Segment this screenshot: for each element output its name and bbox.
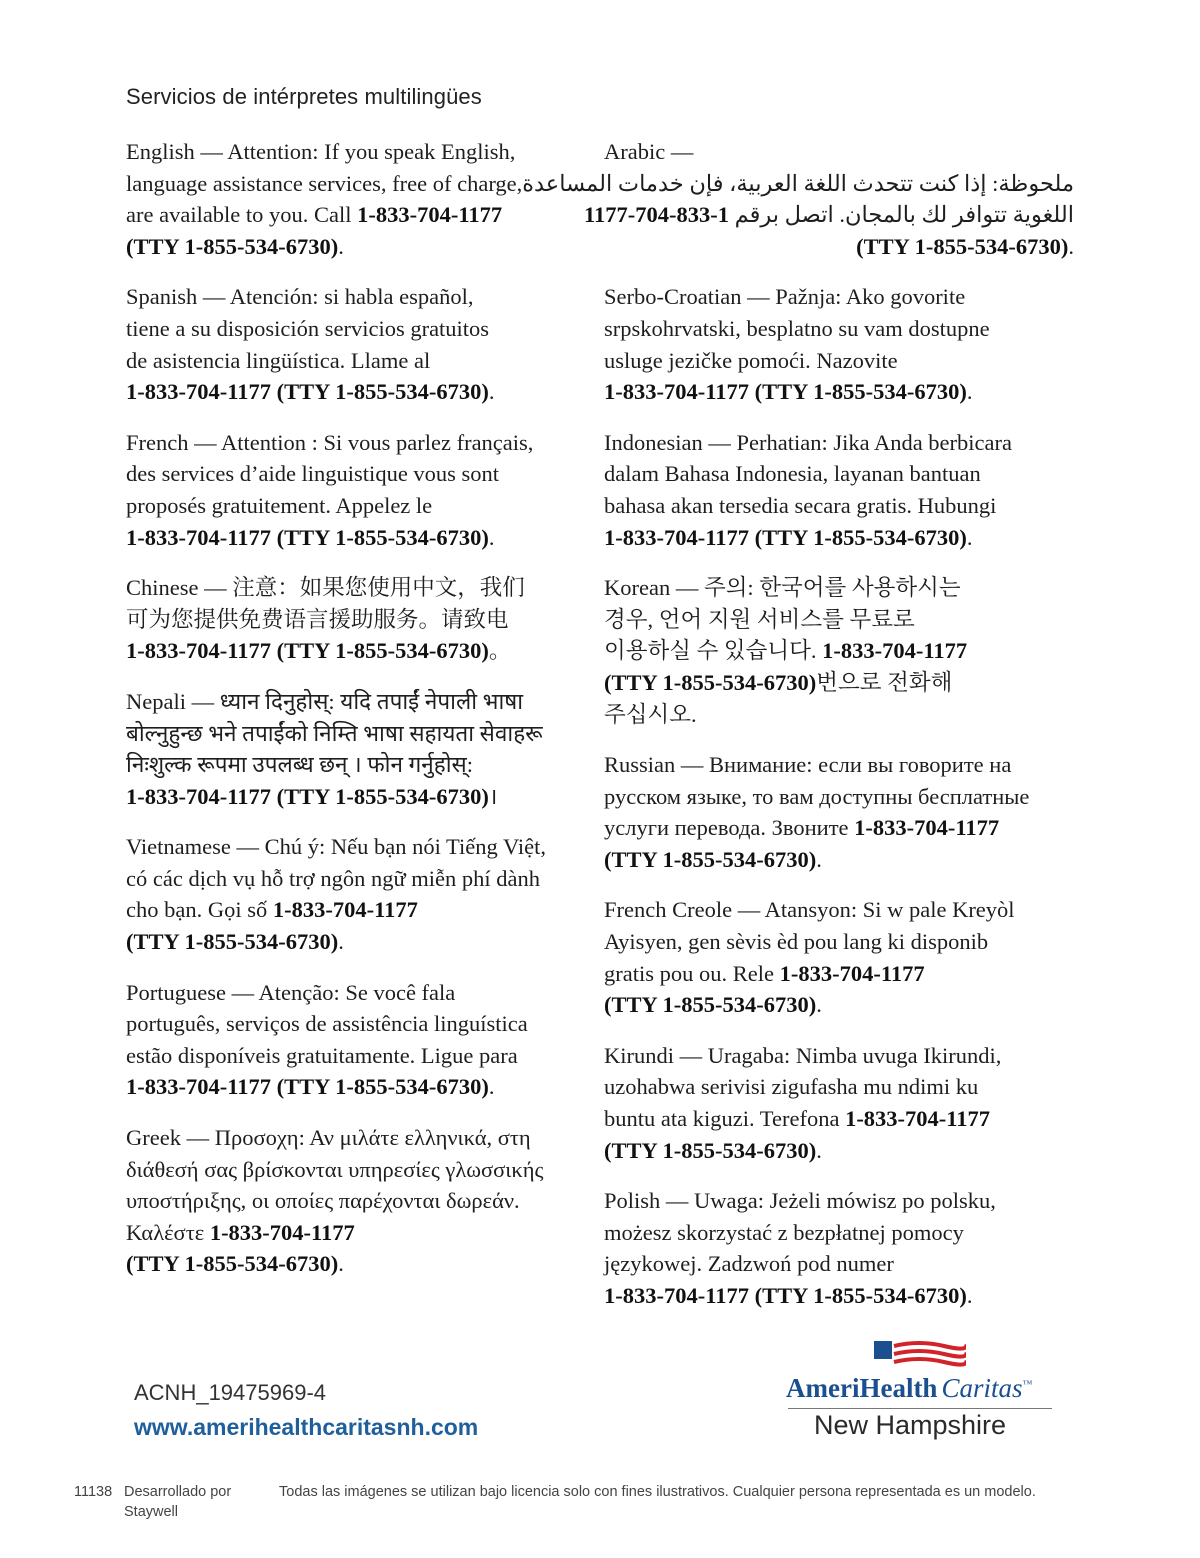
entry-line: [604, 1135, 1074, 1167]
entry-text: português, serviços de assistência linguística: [126, 1011, 528, 1037]
entry-text-suffix: .: [966, 379, 973, 405]
form-code: 11138: [74, 1484, 113, 1500]
entry-text: tiene a su disposición servicios gratuitos: [126, 315, 490, 341]
language-entry: [604, 427, 1074, 553]
entry-text: bahasa akan tersedia secara gratis. Hubungi: [604, 492, 997, 518]
entry-text: Serbo-Croatian — Pažnja: Ako govorite: [604, 284, 966, 310]
page-heading: Servicios de intérpretes multilingües: [126, 84, 482, 109]
entry-text: ملحوظة: إذا كنت تتحدث اللغة العربية، فإن خدمات المساعدة: [522, 170, 1074, 196]
language-entry: [604, 572, 1074, 730]
entry-line: [604, 136, 1074, 168]
phone-number[interactable]: (TTY 1-855-534-6730): [126, 929, 339, 955]
entry-line: [604, 844, 1074, 876]
entry-text: uzohabwa serivisi zigufasha mu ndimi ku: [604, 1074, 979, 1100]
language-entry: [604, 1185, 1074, 1311]
entry-line: [604, 781, 1074, 813]
amerihealth-caritas-logo: [786, 1338, 1066, 1448]
entry-line: [126, 1248, 588, 1280]
entry-line: [604, 1248, 1074, 1280]
entry-text-suffix: .: [488, 524, 495, 550]
entry-line: [604, 313, 1074, 345]
entry-line: [604, 490, 1074, 522]
phone-number[interactable]: (TTY 1-855-534-6730): [126, 233, 339, 259]
entry-text: French — Attention : Si vous parlez français,: [126, 429, 534, 455]
entry-text: are available to you. Call: [126, 202, 358, 228]
entry-line: [604, 926, 1074, 958]
entry-line: [583, 199, 1074, 231]
phone-number[interactable]: 1-833-704-1177 (TTY 1-855-534-6730): [126, 1074, 489, 1100]
phone-number[interactable]: 1-833-704-1177 (TTY 1-855-534-6730): [126, 783, 489, 809]
entry-line: [126, 1217, 588, 1249]
entry-text: Polish — Uwaga: Jeżeli mówisz po polsku,: [604, 1188, 996, 1214]
phone-number[interactable]: 1-833-704-1177: [209, 1219, 355, 1245]
entry-line: [604, 989, 1074, 1021]
language-entry: [126, 427, 588, 553]
entry-line: [126, 686, 588, 718]
entry-line: [604, 812, 1074, 844]
entry-line: [126, 313, 588, 345]
entry-text: language assistance services, free of charge,: [126, 170, 523, 196]
brand-name: [786, 1373, 1032, 1404]
entry-text-suffix: .: [966, 1283, 973, 1308]
entry-text: Ayisyen, gen sèvis èd pou lang ki disponib: [604, 929, 989, 955]
entry-text: Korean — 주의: 한국어를 사용하시는: [604, 575, 961, 601]
phone-number[interactable]: 1-833-704-1177: [357, 202, 503, 228]
entry-text: услуги перевода. Звоните: [604, 815, 855, 841]
entry-line: [126, 926, 588, 958]
language-entry: [126, 831, 588, 957]
entry-text: 可为您提供免费语言援助服务。请致电: [126, 606, 509, 632]
entry-line: [126, 894, 588, 926]
entry-text-suffix: .: [966, 524, 973, 550]
phone-number[interactable]: 1-833-704-1177 (TTY 1-855-534-6730): [126, 524, 489, 550]
phone-number[interactable]: (TTY 1-855-534-6730): [604, 1137, 817, 1163]
entry-line: [604, 699, 1074, 731]
phone-number[interactable]: 1-833-704-1177: [779, 960, 925, 986]
entry-text: có các dịch vụ hỗ trợ ngôn ngữ miễn phí dành: [126, 865, 540, 891]
entry-text: estão disponíveis gratuitamente. Ligue para: [126, 1042, 518, 1068]
entry-text-suffix: .: [488, 379, 495, 405]
entry-line: [604, 458, 1074, 490]
phone-number[interactable]: (TTY 1-855-534-6730): [856, 233, 1069, 259]
phone-number[interactable]: 1-833-704-1177 (TTY 1-855-534-6730): [126, 638, 489, 664]
flag-icon: [874, 1338, 966, 1370]
entry-line: [604, 958, 1074, 990]
entry-text-suffix: .: [338, 233, 344, 259]
entry-line: [126, 1122, 588, 1154]
entry-line: [604, 345, 1074, 377]
phone-number[interactable]: (TTY 1-855-534-6730): [126, 1251, 339, 1277]
entry-line: [126, 168, 588, 200]
entry-text-suffix: .: [488, 1074, 495, 1100]
entry-line: [126, 977, 588, 1009]
entry-line: [126, 199, 588, 231]
logo-divider: [788, 1408, 1052, 1409]
entry-text-suffix: .: [1068, 233, 1074, 259]
entry-line: [604, 1040, 1074, 1072]
language-entry: [522, 136, 1074, 262]
phone-number[interactable]: 1-833-704-1177 (TTY 1-855-534-6730): [604, 524, 967, 550]
entry-text: 이용하실 수 있습니다.: [604, 638, 823, 664]
phone-number[interactable]: 1-833-704-1177 (TTY 1-855-534-6730): [126, 379, 489, 405]
brand-state: New Hampshire: [814, 1410, 1007, 1440]
language-entry: [126, 977, 588, 1103]
entry-text: διάθεσή σας βρίσκονται υπηρεσίες γλωσσικής: [126, 1156, 544, 1182]
website-link[interactable]: www.amerihealthcaritasnh.com: [134, 1414, 479, 1440]
entry-text: Spanish — Atención: si habla español,: [126, 284, 474, 310]
entry-text-suffix: .: [816, 846, 822, 872]
entry-line: [126, 522, 588, 554]
entry-line: [604, 1280, 1074, 1312]
entry-text: dalam Bahasa Indonesia, layanan bantuan: [604, 461, 981, 487]
entry-line: [126, 863, 588, 895]
entry-line: [604, 281, 1074, 313]
entry-text: buntu ata kiguzi. Terefona: [604, 1106, 846, 1132]
entry-line: [604, 604, 1074, 636]
entry-line: [604, 667, 1074, 699]
entry-text: Arabic —: [604, 139, 694, 164]
document-id: ACNH_19475969-4: [134, 1380, 327, 1405]
entry-text: Καλέστε: [126, 1219, 210, 1245]
entry-text: Chinese — 注意：如果您使用中文，我们: [126, 575, 525, 601]
phone-number[interactable]: (TTY 1-855-534-6730): [604, 669, 817, 695]
entry-text: Indonesian — Perhatian: Jika Anda berbicara: [604, 429, 1012, 455]
phone-number[interactable]: 1-833-704-1177: [272, 897, 418, 923]
entry-line: [604, 376, 1074, 408]
entry-text-suffix: ।: [488, 783, 498, 809]
phone-number[interactable]: 1-833-704-1177 (TTY 1-855-534-6730): [604, 1283, 967, 1308]
entry-text: French Creole — Atansyon: Si w pale Kreyòl: [604, 897, 1015, 923]
entry-line: [126, 1071, 588, 1103]
language-entry: [126, 281, 588, 407]
entry-line: [126, 136, 588, 168]
entry-text: Russian — Внимание: если вы говорите на: [604, 752, 1012, 778]
entry-line: [604, 1071, 1074, 1103]
language-entry: [604, 749, 1074, 875]
entry-line: [604, 894, 1074, 926]
entry-text: gratis pou ou. Rele: [604, 960, 780, 986]
entry-line: [126, 281, 588, 313]
entry-text-suffix: 。: [488, 638, 512, 664]
entry-text: Portuguese — Atenção: Se você fala: [126, 979, 456, 1005]
language-entry: [604, 1040, 1074, 1166]
entry-line: [604, 1217, 1074, 1249]
entry-text: srpskohrvatski, besplatno su vam dostupne: [604, 315, 990, 341]
language-entry: [126, 686, 588, 812]
entry-text: बोल्नुहुन्छ भने तपाईंको निम्ति भाषा सहायता सेवाहरू: [126, 720, 543, 746]
entry-line: [604, 231, 1074, 263]
entry-line: [126, 345, 588, 377]
phone-number[interactable]: 1-833-704-1177: [845, 1106, 991, 1132]
entry-text: Nepali — ध्यान दिनुहोस्: यदि तपाईं नेपाली भाषा: [126, 688, 524, 714]
entry-line: [604, 427, 1074, 459]
entry-line: [126, 1185, 588, 1217]
image-disclaimer: Todas las imágenes se utilizan bajo licencia solo con fines ilustrativos. Cualquier persona representada es un modelo.: [279, 1484, 1036, 1500]
entry-line: [126, 1040, 588, 1072]
entry-text: Kirundi — Uragaba: Nimba uvuga Ikirundi,: [604, 1042, 1002, 1068]
phone-number[interactable]: (TTY 1-855-534-6730): [604, 846, 817, 872]
language-entry: [126, 1122, 588, 1280]
entry-line: [126, 1154, 588, 1186]
entry-text: możesz skorzystać z bezpłatnej pomocy: [604, 1219, 964, 1245]
developed-by: Desarrollado por Staywell: [124, 1484, 232, 1520]
entry-line: [604, 1185, 1074, 1217]
entry-line: [126, 718, 588, 750]
entry-line: [126, 749, 588, 781]
phone-number[interactable]: (TTY 1-855-534-6730): [604, 992, 817, 1018]
entry-text: 경우, 언어 지원 서비스를 무료로: [604, 606, 915, 632]
entry-text: English — Attention: If you speak English,: [126, 139, 516, 164]
phone-number[interactable]: 1-833-704-1177: [583, 202, 729, 228]
entry-text: Vietnamese — Chú ý: Nếu bạn nói Tiếng Việt,: [126, 834, 546, 860]
entry-line: [604, 749, 1074, 781]
entry-text: des services d’aide linguistique vous sont: [126, 461, 500, 487]
entry-line: [126, 490, 588, 522]
entry-line: [522, 168, 1074, 200]
phone-number[interactable]: 1-833-704-1177: [822, 638, 968, 664]
trademark-symbol: ™: [1022, 1379, 1033, 1390]
brand-name-italic: Caritas: [941, 1373, 1023, 1403]
entry-line: [126, 1008, 588, 1040]
entry-line: [126, 604, 588, 636]
left-column: [126, 136, 588, 1299]
entry-line: [126, 572, 588, 604]
right-column: [522, 136, 1074, 1331]
entry-line: [126, 635, 588, 667]
language-entry: [604, 894, 1074, 1020]
entry-line: [604, 635, 1074, 667]
entry-text-suffix: .: [816, 1137, 822, 1163]
entry-line: [126, 376, 588, 408]
entry-line: [604, 1103, 1074, 1135]
language-entry: [604, 281, 1074, 407]
entry-text: językowej. Zadzwoń pod numer: [604, 1251, 894, 1277]
entry-line: [604, 522, 1074, 554]
entry-text: proposés gratuitement. Appelez le: [126, 492, 433, 518]
entry-text: de asistencia lingüística. Llame al: [126, 347, 431, 373]
entry-line: [126, 427, 588, 459]
language-entry: [126, 572, 588, 667]
entry-line: [126, 458, 588, 490]
entry-text-suffix: .: [338, 929, 344, 955]
phone-number[interactable]: 1-833-704-1177 (TTY 1-855-534-6730): [604, 379, 967, 405]
entry-text: 주십시오.: [604, 701, 697, 727]
entry-text-suffix: 번으로 전화해: [816, 669, 953, 695]
entry-text: اللغوية تتوافر لك بالمجان. اتصل برقم: [728, 202, 1074, 228]
entry-text: निःशुल्क रूपमा उपलब्ध छन् । फोन गर्नुहोस्:: [126, 752, 473, 778]
entry-text-suffix: .: [338, 1251, 344, 1277]
entry-text: cho bạn. Gọi số: [126, 897, 273, 923]
entry-text: Greek — Προσοχη: Αν μιλάτε ελληνικά, στη: [126, 1125, 531, 1151]
entry-line: [126, 231, 588, 263]
phone-number[interactable]: 1-833-704-1177: [854, 815, 1000, 841]
entry-text: usluge jezičke pomoći. Nazovite: [604, 347, 898, 373]
entry-text: υποστήριξης, οι οποίες παρέχονται δωρεάν.: [126, 1188, 520, 1214]
entry-text: русском языке, то вам доступны бесплатные: [604, 783, 1030, 809]
entry-text-suffix: .: [816, 992, 822, 1018]
brand-name-bold: AmeriHealth: [786, 1373, 938, 1403]
entry-line: [126, 781, 588, 813]
entry-line: [604, 572, 1074, 604]
entry-line: [126, 831, 588, 863]
language-entry: [126, 136, 588, 262]
